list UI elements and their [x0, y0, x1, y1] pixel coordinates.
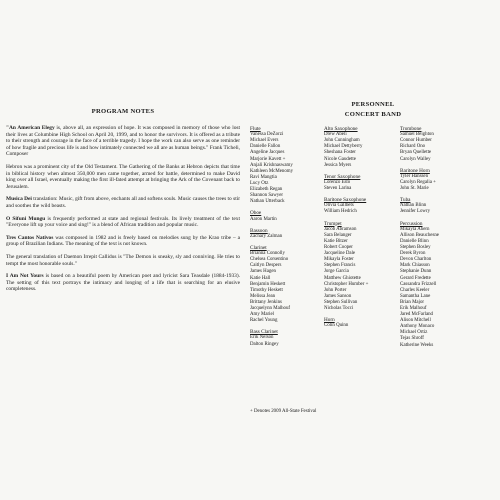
member-name: Carolyn Walley	[400, 156, 431, 162]
member-name: Mark Chiasson	[400, 263, 430, 269]
member-name: Vanessa DeZorzi	[250, 132, 284, 138]
member-name: Michael Ortiz	[400, 330, 428, 336]
instrument-section	[400, 168, 484, 192]
program-note-paragraph	[6, 273, 240, 293]
member-name: Jennifer Lowry	[400, 209, 431, 215]
member-name: Rachel Young	[250, 318, 278, 324]
member-name: Jacquelynn Malhouf	[250, 305, 291, 311]
member-name: Michael Evers	[250, 138, 279, 144]
member-name: Katherine Weeks	[400, 342, 434, 348]
member-name: Katie Hall	[250, 275, 271, 281]
member-name: Danielle Fallon	[250, 144, 281, 150]
concert-band-heading: CONCERT BAND	[344, 111, 402, 118]
instrument-title: Tuba	[400, 197, 411, 204]
program-note-paragraph	[6, 196, 240, 209]
member-name: Stephen Sullivan	[324, 299, 358, 305]
member-name: Caitlyn Despers	[250, 263, 282, 269]
instrument-title: Bassoon	[250, 227, 268, 234]
program-note-paragraph	[6, 164, 240, 190]
member-name: Sheshana Foster	[324, 150, 356, 156]
member-name: Benjamin Heskett	[250, 281, 286, 287]
member-name: Brittany Jenkins	[250, 299, 282, 305]
member-name: Erik Nelson	[250, 335, 274, 341]
program-note-paragraph	[6, 235, 240, 248]
member-name: Steven Larina	[324, 186, 352, 192]
member-name: Devon Charlton	[400, 257, 432, 263]
instrument-section	[324, 174, 408, 192]
program-note-title: O Sifuni Mungu	[6, 215, 46, 222]
member-name: Lorenzo Esto	[324, 179, 351, 185]
program-note-title: Tres Cantos Nativos	[6, 234, 54, 241]
member-name: Samuel Beighton	[400, 132, 434, 138]
personnel-section	[250, 101, 496, 456]
instrument-section	[324, 197, 408, 215]
all-state-footnote: + Denotes 2009 All-State Festival	[250, 409, 317, 414]
instrument-title: Alto Saxophone	[324, 126, 358, 132]
member-name: Elizabeth Regan	[250, 187, 283, 193]
member-name: Dalton Ringey	[250, 341, 279, 347]
member-name: Chelsea Corsentino	[250, 257, 289, 263]
member-name: Brianna Connolly	[250, 251, 285, 257]
member-name: Richard Ono	[400, 144, 426, 150]
member-name: Derek Byron	[400, 251, 426, 257]
member-name: Tejas Shroff	[400, 336, 424, 342]
member-name: Alison Mitchell	[400, 318, 431, 324]
member-name: Danielle Blinn	[400, 238, 429, 244]
instrument-title: Tenor Saxophone	[324, 173, 361, 180]
instrument-title: Flute	[250, 126, 261, 132]
member-name: Jorge Garcia	[324, 269, 349, 275]
member-name: Ravi Mangtia	[250, 174, 277, 180]
member-name: Samantha Lane	[400, 293, 431, 299]
member-name: Erik Malhouf	[400, 305, 427, 311]
instrument-title: Horn	[324, 317, 335, 324]
member-name: William Hedrich	[324, 209, 357, 215]
program-note-text: translation: Music, gift from above, enchants all and softens souls. Music causes the trees to stir and soothes the wild beasts.	[6, 196, 240, 209]
member-name: Colin Quinn	[324, 323, 349, 329]
member-name: Sara Belanger	[324, 232, 352, 238]
instrument-title: Oboe	[250, 210, 262, 217]
member-name: Stephen Bosley	[400, 245, 431, 251]
member-name: Nathan Utterback	[250, 199, 285, 205]
member-name: Robert Cooper	[324, 245, 353, 251]
member-name: Brian Major	[400, 299, 425, 305]
member-name: Anthony Monaco	[400, 324, 435, 330]
member-name: Connor Humber	[400, 138, 432, 144]
program-note-title: Musica Dei	[6, 196, 32, 203]
personnel-column	[250, 126, 334, 353]
instrument-title: Baritone Saxophone	[324, 197, 367, 204]
instrument-section	[400, 126, 484, 163]
instrument-title: Bass Clarinet	[250, 329, 278, 336]
personnel-columns	[250, 126, 496, 456]
member-name: Bryan Quellette	[400, 150, 432, 156]
member-name: John Cunningham	[324, 138, 360, 144]
member-name: Zachary Zalman	[250, 233, 283, 239]
member-name: Nicole Gaudette	[324, 156, 356, 162]
program-note-text: is, above all, an expression of hope. It was composed in memory of those who lost their lives at Columbine High School on April 20, 1999, and to honor the survivors. It is offered as a tribute to their strength and courage in the face of a terrible tragedy. I hope the work can also serve as one reminder of how fragile and precious life is and how intimately connected we all are as human beings."	[6, 125, 240, 151]
member-name: Christopher Humber +	[324, 281, 369, 287]
personnel-column	[400, 126, 484, 354]
instrument-section	[400, 197, 484, 215]
program-notes-body	[6, 125, 240, 293]
member-name: Mikayla Ahern	[400, 226, 430, 232]
program-notes-heading: PROGRAM NOTES	[91, 108, 155, 115]
instrument-section	[324, 221, 408, 313]
member-name: Gerard Fredette	[400, 275, 431, 281]
instrument-section	[250, 210, 334, 222]
instrument-title: Clarinet	[250, 244, 267, 251]
instrument-title: Percussion	[400, 220, 423, 227]
member-name: Allison Beauchesne	[400, 232, 439, 238]
instrument-section	[324, 126, 408, 169]
program-note-paragraph	[6, 254, 240, 267]
instrument-title: Trombone	[400, 126, 422, 132]
member-name: Stephen Francis	[324, 263, 356, 269]
program-note-title: "An American Elegy	[6, 125, 55, 131]
instrument-title: Baritone Horn	[400, 167, 430, 174]
member-name: Shannon Sawyer	[250, 193, 284, 199]
member-name: James Hagen	[250, 269, 276, 275]
program-note-text: The general translation of Daemon Irrepit Callidus is "The Demon is sneaky, sly and conniving. He tries to tempt the most honorable souls."	[6, 253, 240, 267]
member-name: Nathan Blinn	[400, 203, 427, 209]
instrument-section	[250, 228, 334, 240]
member-name: Mikayla Foster	[324, 257, 354, 263]
program-note-title: I Am Not Yours	[6, 273, 44, 280]
member-name: Lucy Otz	[250, 180, 269, 186]
member-name: Jessica Myers	[324, 162, 352, 168]
member-name: Angeline Jacques	[250, 150, 285, 156]
member-name: Jacob Abramson	[324, 226, 357, 232]
member-name: Jared McFarland	[400, 312, 433, 318]
member-name: Olivia Gallbets	[324, 203, 354, 209]
member-name: Cassandra Frizzell	[400, 281, 437, 287]
member-name: Michael Dettyberry	[324, 144, 363, 150]
member-name: James Sanson	[324, 293, 352, 299]
member-name: Katie Bitzer	[324, 238, 348, 244]
member-name: Tyler Hanssen	[400, 173, 429, 179]
instrument-section	[400, 221, 484, 349]
program-note-text: is based on a beautiful poem by American poet and lyricist Sara Teasdale (1884-1933). The setting of this text portrays the intimacy and longing of a life that is searching for an elusive completeness.	[6, 273, 241, 293]
instrument-section	[250, 245, 334, 324]
program-note-paragraph	[6, 125, 240, 158]
program-note-paragraph	[6, 216, 240, 229]
member-name: Anjali Krishnaswamy	[250, 162, 293, 168]
instrument-section	[324, 317, 408, 329]
member-name: Amy Mariel	[250, 312, 275, 318]
program-notes-section	[6, 108, 240, 299]
program-note-attribution: Frank Ticheli, Composer	[6, 144, 240, 158]
member-name: Stephanie Dunn	[400, 269, 432, 275]
member-name: Melissa Jean	[250, 293, 276, 299]
member-name: Matthew Ghiotette	[324, 275, 361, 281]
member-name: John Porter	[324, 287, 347, 293]
personnel-column	[324, 126, 408, 334]
member-name: Marjorie Kavett +	[250, 156, 286, 162]
member-name: Timothy Heskett	[250, 287, 283, 293]
member-name: John St. Marie	[400, 186, 429, 192]
program-note-text: is frequently performed at state and regional festivals. Its lively treatment of the text "Everyone lift up your voice and sing!" is a blend of African tradition and popular music.	[6, 215, 240, 229]
member-name: Charles Keeler	[400, 287, 430, 293]
instrument-title: Trumpet	[324, 220, 342, 227]
member-name: Kathleen McMenomy	[250, 168, 294, 174]
instrument-section	[250, 126, 334, 205]
member-name: Aaron Martin	[250, 216, 277, 222]
member-name: Nicholas Tocci	[324, 305, 354, 311]
member-name: Drew Abeli	[324, 132, 347, 138]
instrument-section	[250, 329, 334, 347]
personnel-heading: PERSONNEL	[351, 101, 395, 108]
program-note-text: Hebron was a prominent city of the Old Testament. The Gathering of the Banks at Hebron depicts that time in biblical history when almost 350,000 men came together, armed for battle, determined to make David king over all Israel, eventually making the first ill-fated attempt at bringing the Ark of the Covenant back to Jerusalem.	[6, 163, 240, 190]
member-name: Carolyn Regalia +	[400, 179, 436, 185]
member-name: Jacqueline Dale	[324, 251, 356, 257]
program-note-text: was composed in 1982 and is freely based on melodies sung by the Krao tribe – a group of Brazilian Indians. The meaning of the text is not known.	[6, 234, 240, 248]
